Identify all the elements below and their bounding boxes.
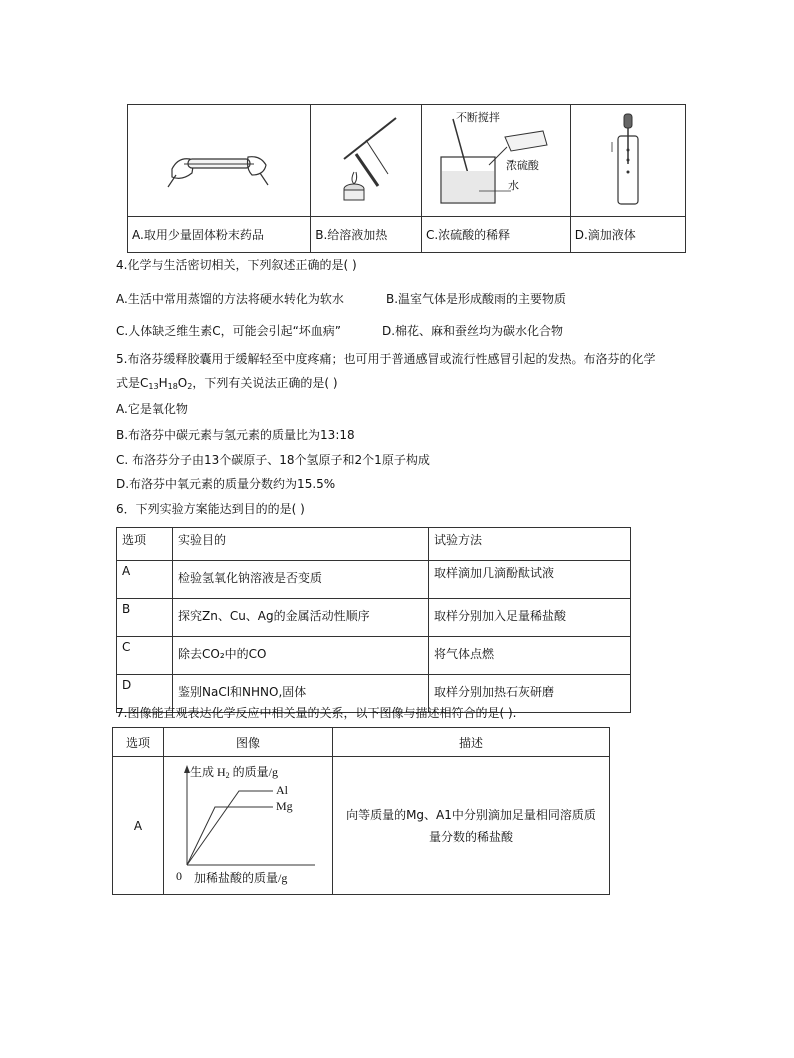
desc-cell (333, 757, 610, 895)
desc-line-2: 量分数的稀盐酸 (428, 829, 513, 844)
row-purpose: 除去CO₂中的CO (173, 637, 429, 675)
table-header-row (113, 728, 610, 757)
row-purpose: 探究Zn、Cu、Ag的金属活动性顺序 (173, 599, 429, 637)
water-label: 水 (507, 179, 519, 192)
table-row (117, 599, 631, 637)
dropper-icon (608, 112, 648, 207)
q7-stem: 7.图像能直观表达化学反应中相关量的关系，以下图像与描述相符合的是( ). (116, 706, 517, 720)
caption-b: B.给溶液加热 (311, 217, 422, 253)
row-purpose: 鉴别NaCl和NHNO,固体 (173, 675, 429, 713)
graph-cell (164, 757, 333, 895)
q5-option-b: B.布洛芬中碳元素与氢元素的质量比为13:18 (116, 428, 355, 442)
table-header-row (117, 528, 631, 561)
table-row (113, 757, 610, 895)
row-option: C (117, 637, 173, 675)
row-purpose: 检验氢氧化钠溶液是否变质 (173, 561, 429, 599)
table-row (117, 637, 631, 675)
q5-sub-o: 2 (187, 382, 193, 391)
q5-sub-h: 18 (167, 382, 178, 391)
series-line-al (187, 791, 273, 865)
caption-a: A.取用少量固体粉末药品 (128, 217, 311, 253)
apparatus-c-image (421, 105, 570, 217)
q6-stem: 6．下列实验方案能达到目的的是( ) (116, 502, 305, 516)
q6-table (116, 527, 631, 713)
table-row (117, 561, 631, 599)
row-option: B (117, 599, 173, 637)
desc-line-1: 向等质量的Mg、A1中分别滴加足量相同溶质质 (346, 807, 596, 822)
q4-option-c: C.人体缺乏维生素C，可能会引起“坏血病” (116, 324, 342, 338)
series-line-mg (187, 807, 273, 865)
q7-table (112, 727, 610, 895)
header-purpose: 实验目的 (173, 528, 429, 561)
q5-line2-post: ，下列有关说法正确的是( ) (192, 376, 338, 390)
origin-label: 0 (176, 869, 182, 883)
q5-formula-pre: 式是C (116, 376, 149, 390)
header-method: 试验方法 (429, 528, 631, 561)
q5-formula-o: O (177, 376, 188, 390)
y-label-post: 的质量/g (229, 765, 279, 779)
q5-line2 (116, 374, 338, 391)
apparatus-table (127, 104, 686, 253)
apparatus-a-image (128, 105, 311, 217)
header-desc: 描述 (333, 728, 610, 757)
row-method: 取样分别加入足量稀盐酸 (429, 599, 631, 637)
y-axis-label (190, 763, 278, 780)
q4-option-d: D.棉花、麻和蚕丝均为碳水化合物 (382, 324, 564, 338)
q4-option-b: B.温室气体是形成酸雨的主要物质 (386, 292, 567, 306)
q5-line1: 5.布洛芬缓释胶囊用于缓解轻至中度疼痛；也可用于普通感冒或流行性感冒引起的发热。布洛芬的化学 (116, 352, 656, 366)
series-label-al: Al (276, 783, 288, 797)
caption-d: D.滴加液体 (570, 217, 685, 253)
q5-option-a: A.它是氧化物 (116, 402, 188, 416)
row-method: 将气体点燃 (429, 637, 631, 675)
heating-liquid-icon (326, 114, 406, 204)
q5-formula-h: H (158, 376, 168, 390)
row-option: A (113, 757, 164, 895)
q5-option-c: C. 布洛芬分子由13个碳原子、18个氢原子和2个1原子构成 (116, 453, 430, 467)
q4-option-a: A.生活中常用蒸馏的方法将硬水转化为软水 (116, 292, 344, 306)
y-label-pre: 生成 H (190, 765, 226, 779)
row-option: D (117, 675, 173, 713)
header-option: 选项 (117, 528, 173, 561)
x-axis-label: 加稀盐酸的质量/g (194, 871, 288, 885)
stir-label: 不断搅拌 (455, 111, 500, 124)
apparatus-d-image (570, 105, 685, 217)
series-label-mg: Mg (276, 799, 293, 813)
header-option: 选项 (113, 728, 164, 757)
apparatus-b-image (311, 105, 422, 217)
header-graph: 图像 (164, 728, 333, 757)
q5-option-d: D.布洛芬中氧元素的质量分数约为15.5% (116, 477, 336, 491)
row-method: 取样分别加热石灰研磨 (429, 675, 631, 713)
q5-sub-c: 13 (148, 382, 159, 391)
caption-c: C.浓硫酸的稀释 (421, 217, 570, 253)
row-method: 取样滴加几滴酚酞试液 (429, 561, 631, 599)
row-option: A (117, 561, 173, 599)
acid-label: 浓硫酸 (505, 159, 539, 172)
y-label-sub: 2 (225, 771, 230, 780)
powder-sampling-icon (164, 129, 274, 189)
q4-stem: 4.化学与生活密切相关，下列叙述正确的是( ) (116, 258, 357, 272)
